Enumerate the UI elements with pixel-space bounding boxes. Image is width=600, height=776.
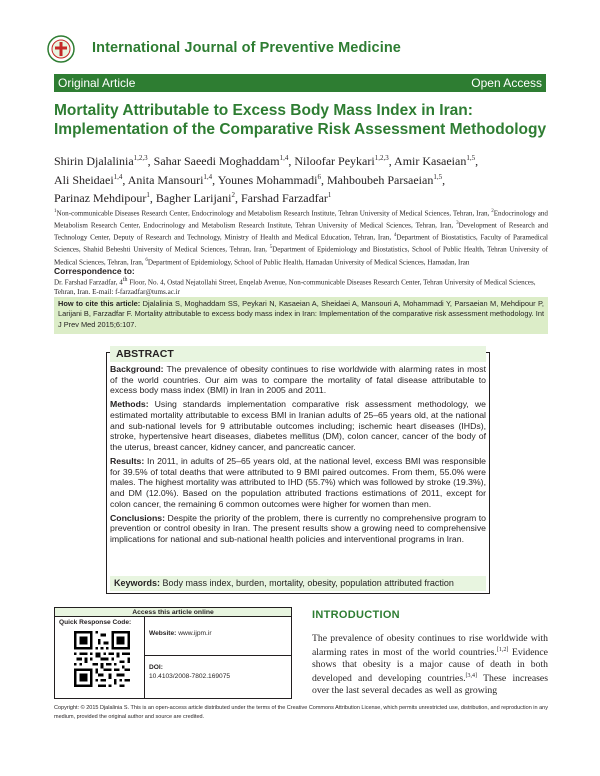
article-type-banner [54, 74, 546, 92]
intro-ref-1[interactable]: [1,2] [496, 646, 509, 653]
methods-label: Methods: [110, 399, 149, 410]
qr-code-icon[interactable] [74, 631, 130, 687]
results-text: In 2011, in adults of 25–65 years old, at the national level, excess BMI was responsible for 39.5% of total deaths that were attributed to 9 BMI paired outcomes. From them, 55.0% were males. The highest mortality was attributed to IHD (55.7%) which was followed by stroke (19.3%), and DM (12.0%). Based on the population attributed fractions estimations of 2011, except for colon cancer, the remaining 6 common outcomes were higher for women than men. [110, 456, 486, 509]
affiliation-text: Department of Epidemiology and Biostatistics, School of Public Health, Tehran University of Medical Sciences, Tehran, Iran, [54, 245, 548, 266]
doi-value[interactable]: 10.4103/2008-7802.169075 [149, 673, 231, 680]
open-access-label: Open Access [471, 76, 542, 90]
affiliation-number: 6 [145, 257, 148, 263]
access-article-box [54, 607, 292, 699]
journal-logo-icon [47, 35, 75, 63]
intro-ref-2[interactable]: [3,4] [465, 672, 478, 679]
qr-column [55, 617, 145, 699]
affiliation-text: Department of Biostatistics, Faculty of Paramedical Sciences, Shahid Beheshti University of Medical Sciences, Tehran, Iran, [54, 233, 548, 254]
author-affiliation-sup: 1,5 [466, 154, 476, 162]
author-separator: , [234, 191, 241, 205]
access-divider [145, 655, 291, 656]
article-type-label: Original Article [58, 76, 136, 90]
website-row [149, 630, 289, 637]
results-label: Results: [110, 456, 145, 467]
author-name: Amir Kasaeian [394, 154, 467, 168]
author-name: Sahar Saeedi Moghaddam [153, 154, 280, 168]
access-info-column [145, 617, 291, 699]
affiliation-number: 4 [393, 233, 397, 239]
introduction-text [312, 633, 548, 697]
author-affiliation-sup: 1 [327, 191, 332, 199]
title-line-1: Mortality Attributable to Excess Body Mass Index in Iran: [54, 102, 473, 119]
correspondence-part-1: Dr. Farshad Farzadfar, 4 [54, 278, 123, 287]
conclusions-label: Conclusions: [110, 512, 166, 523]
author-separator: , [475, 154, 479, 168]
abstract-body [110, 364, 486, 548]
website-label: Website: [149, 630, 177, 637]
author-name: Niloofar Peykari [294, 154, 375, 168]
abstract-background [110, 364, 486, 396]
keywords [110, 576, 486, 591]
doi-label: DOI: [149, 664, 163, 671]
author-affiliation-sup: 1,4 [279, 154, 289, 162]
author-name: Anita Mansouri [127, 172, 204, 187]
methods-text: Using standards implementation comparative risk assessment methodology, we estimated mortality attributable to excess BMI in Iranian adults of 25–65 years old, at the national and sub-national levels for 9 attributable outcomes including; ischemic heart diseases (IHDs), stroke, hypertensive heart diseases, diabetes mellitus (DM), colon cancer, cancer of the body of the uterus, breast cancer, kidney cancer, and pancreatic cancer. [110, 399, 486, 452]
author-name: Ali Sheidaei [54, 172, 114, 187]
correspondence-part-2: Floor, No. 4, Ostad Nejatollahi Street, Enqelab Avenue, Non-communicable Diseases Research Center, Tehran University of Medical Sciences, Tehran, Iran. E-mail: f-farzadfar@tums.ac.ir [54, 278, 536, 297]
author-list [54, 151, 554, 207]
affiliation-number: 1 [54, 209, 57, 214]
copyright-notice: Copyright: © 2015 Djalalinia S. This is an open-access article distributed under the terms of the Creative Commons Attribution License, which permits unrestricted use, distribution, and reproduction in any medium, provided the original author and source are credited. [54, 705, 548, 720]
author-name: Mahboubeh Parsaeian [327, 172, 434, 187]
author-name: Younes Mohammadi [217, 172, 318, 187]
author-name: Parinaz Mehdipour [54, 191, 147, 205]
author-separator: , [288, 154, 295, 168]
intro-part-3: These increases over the last several decades as well as growing [312, 673, 548, 697]
intro-part-1: The prevalence of obesity continues to rise worldwide with alarming rates in most of the world countries. [312, 633, 548, 659]
how-to-cite-box [54, 297, 548, 334]
correspondence-sup: th [122, 277, 128, 283]
doi-row [149, 663, 289, 681]
affiliation-number: 2 [491, 209, 494, 214]
author-affiliation-sup: 1,2,3 [374, 154, 389, 162]
author-affiliation-sup: 2 [231, 191, 235, 199]
abstract-conclusions [110, 513, 486, 545]
affiliations [54, 207, 548, 268]
author-name: Bagher Larijani [155, 191, 232, 205]
correspondence-heading: Correspondence to: [54, 266, 135, 276]
author-separator: , [212, 172, 218, 187]
journal-name: International Journal of Preventive Medicine [92, 40, 401, 56]
background-label: Background: [110, 364, 164, 374]
author-separator: , [321, 172, 328, 187]
keywords-text: Body mass index, burden, mortality, obesity, population attributed fraction [160, 578, 454, 588]
cite-text: Djalalinia S, Moghaddam SS, Peykari N, Kasaeian A, Sheidaei A, Mansouri A, Mohammadi Y, Parsaeian M, Mehdipour P, Larijani B, Farzadfar F. Mortality attributable to excess body mass index in Iran: Implementation of the comparative risk assessment methodology. Int J Prev Med 2015;6:107. [58, 299, 544, 329]
affiliation-number: 5 [269, 245, 273, 251]
author-affiliation-sup: 1,4 [203, 172, 213, 181]
access-heading: Access this article online [55, 608, 291, 617]
keywords-label: Keywords: [114, 578, 161, 588]
affiliation-text: Non-communicable Diseases Research Center, Endocrinology and Metabolism Research Institute, Tehran University of Medical Sciences, Tehran, Iran, [56, 209, 492, 218]
website-link[interactable]: www.ijpm.ir [176, 630, 212, 637]
author-separator: , [147, 154, 154, 168]
author-separator: , [122, 172, 128, 187]
affiliation-text: Development of Research and Technology Center, Deputy of Research and Technology, Ministry of Health and Medical Education, Tehran, Iran, [54, 221, 548, 242]
cite-label: How to cite this article: [58, 299, 141, 308]
author-separator: , [149, 191, 156, 205]
conclusions-text: Despite the priority of the problem, there is currently no comprehensive program to prevention or control obesity in Iran. The present results show a growing need to comprehensive implications for national and sub-national health policies and interventional programs in Iran. [110, 512, 486, 545]
article-title [54, 101, 554, 139]
abstract-heading: ABSTRACT [110, 346, 486, 362]
author-affiliation-sup: 1 [146, 191, 150, 199]
abstract-methods [110, 399, 486, 452]
author-affiliation-sup: 6 [317, 172, 322, 181]
author-separator: , [388, 154, 395, 168]
affiliation-number: 3 [456, 221, 459, 227]
author-name: Shirin Djalalinia [54, 154, 134, 168]
affiliation-text: Department of Epidemiology, School of Public Health, Hamadan University of Medical Sciences, Hamadan, Iran [147, 257, 470, 266]
author-affiliation-sup: 1,5 [433, 172, 443, 181]
author-affiliation-sup: 1,4 [113, 172, 123, 181]
author-affiliation-sup: 1,2,3 [133, 154, 148, 162]
author-name: Farshad Farzadfar [240, 191, 328, 205]
introduction-heading: INTRODUCTION [312, 609, 400, 621]
background-text: The prevalence of obesity continues to rise worldwide with alarming rates in most of the world countries. Our aim was to compare the mortality of fatal disease attributable to excess body mass index (BMI) in Iran in 2005 and 2011. [110, 364, 486, 396]
author-separator: , [442, 172, 446, 187]
qr-label: Quick Response Code: [59, 619, 132, 626]
intro-part-2: Evidence shows that obesity is a major cause of death in both developed and developing countries. [312, 647, 548, 685]
affiliation-text: Endocrinology and Metabolism Research Center, Endocrinology and Metabolism Research Institute, Tehran University of Medical Sciences, Tehran, Iran, [54, 209, 548, 230]
correspondence-text [54, 276, 548, 298]
abstract-results [110, 456, 486, 509]
title-line-2: Implementation of the Comparative Risk Assessment Methodology [54, 121, 547, 138]
